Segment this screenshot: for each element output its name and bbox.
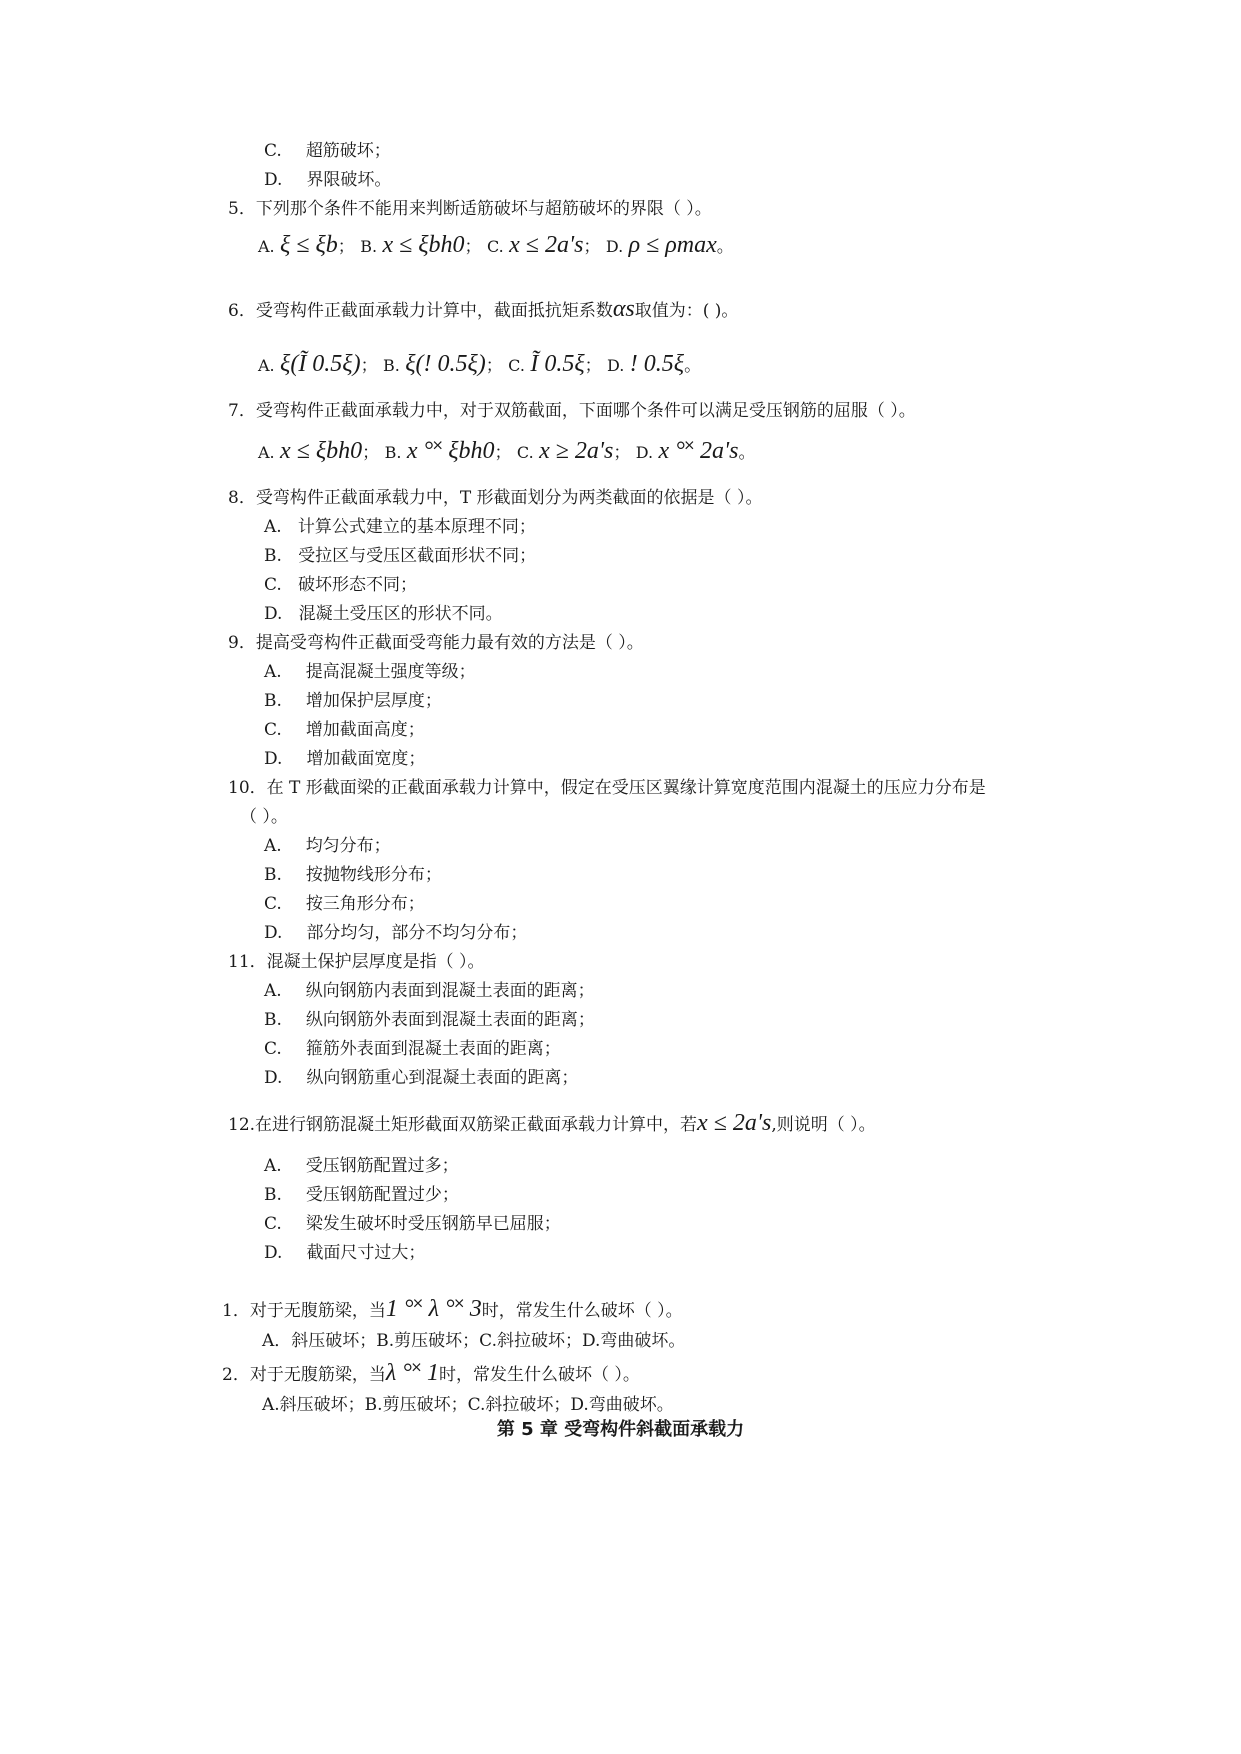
chapter5-question-1-options: A．斜压破坏；B.剪压破坏；C.斜拉破坏；D.弯曲破坏。 — [262, 1331, 686, 1351]
list-item: C. 梁发生破坏时受压钢筋早已屈服； — [264, 1214, 561, 1234]
chapter5-question-2: 2．对于无腹筋梁，当λ °˟ 1时，常发生什么破坏（ ）。 — [222, 1360, 640, 1386]
list-item: B. 纵向钢筋外表面到混凝土表面的距离； — [264, 1010, 595, 1030]
question-5-options: A. ξ ≤ ξb； B. x ≤ ξbh0； C. x ≤ 2a's； D. ρ ≤ ρmax。 — [258, 232, 734, 258]
list-item: C. 超筋破坏； — [264, 141, 391, 161]
question-10: 10．在 T 形截面梁的正截面承载力计算中，假定在受压区翼缘计算宽度范围内混凝土的压应力分布是 — [228, 778, 986, 798]
question-9: 9．提高受弯构件正截面受弯能力最有效的方法是（ ）。 — [228, 633, 644, 653]
question-8: 8．受弯构件正截面承载力中，T 形截面划分为两类截面的依据是（ ）。 — [228, 488, 763, 508]
list-item: C. 增加截面高度； — [264, 720, 425, 740]
question-12: 12.在进行钢筋混凝土矩形截面双筋梁正截面承载力计算中，若x ≤ 2a's,则说明（ ）。 — [228, 1110, 876, 1136]
list-item: A. 提高混凝土强度等级； — [264, 662, 476, 682]
list-item: B. 受拉区与受压区截面形状不同； — [264, 546, 537, 566]
list-item: A. 纵向钢筋内表面到混凝土表面的距离； — [264, 981, 595, 1001]
list-item: D. 增加截面宽度； — [264, 749, 426, 769]
list-item: D. 混凝土受压区的形状不同。 — [264, 604, 503, 624]
list-item: D. 纵向钢筋重心到混凝土表面的距离； — [264, 1068, 579, 1088]
list-item: D. 截面尺寸过大； — [264, 1243, 426, 1263]
question-11: 11．混凝土保护层厚度是指（ ）。 — [228, 952, 485, 972]
chapter5-question-2-options: A.斜压破坏；B.剪压破坏；C.斜拉破坏；D.弯曲破坏。 — [262, 1395, 674, 1415]
list-item: A. 受压钢筋配置过多； — [264, 1156, 459, 1176]
question-7: 7．受弯构件正截面承载力中，对于双筋截面，下面哪个条件可以满足受压钢筋的屈服（ ）。 — [228, 401, 916, 421]
list-item: B. 增加保护层厚度； — [264, 691, 442, 711]
question-6: 6．受弯构件正截面承载力计算中，截面抵抗矩系数αs取值为：( )。 — [228, 296, 739, 322]
list-item: C. 按三角形分布； — [264, 894, 425, 914]
list-item: A. 计算公式建立的基本原理不同； — [264, 517, 536, 537]
list-item: C. 箍筋外表面到混凝土表面的距离； — [264, 1039, 561, 1059]
question-5: 5．下列那个条件不能用来判断适筋破坏与超筋破坏的界限（ ）。 — [228, 199, 712, 219]
question-6-options: A. ξ(Ĩ 0.5ξ)； B. ξ(! 0.5ξ)； C. Ĩ 0.5ξ； D. ! 0.5ξ。 — [258, 351, 702, 377]
question-10-cont: （ ）。 — [240, 807, 288, 827]
chapter-title: 第 5 章 受弯构件斜截面承载力 — [496, 1419, 745, 1440]
list-item: D. 界限破坏。 — [264, 170, 392, 190]
question-7-options: A. x ≤ ξbh0； B. x °˟ ξbh0； C. x ≥ 2a's； D. x °˟ 2a's。 — [258, 438, 756, 464]
list-item: A. 均匀分布； — [264, 836, 391, 856]
list-item: B. 受压钢筋配置过少； — [264, 1185, 459, 1205]
chapter5-question-1: 1．对于无腹筋梁，当1 °˟ λ °˟ 3时，常发生什么破坏（ ）。 — [222, 1296, 683, 1322]
list-item: C. 破坏形态不同； — [264, 575, 418, 595]
list-item: D. 部分均匀，部分不均匀分布； — [264, 923, 528, 943]
list-item: B. 按抛物线形分布； — [264, 865, 442, 885]
